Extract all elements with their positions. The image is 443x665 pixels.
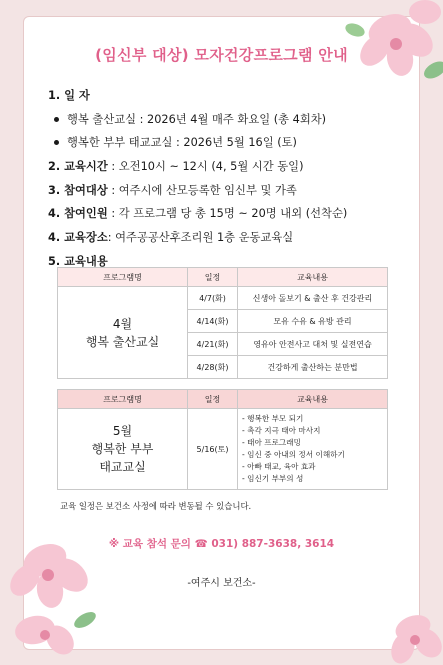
- list-item: - 태아 프로그래밍: [242, 438, 301, 447]
- list-item: - 촉각 지극 태아 마사지: [242, 426, 321, 435]
- list-item: - 임신기 부부의 성: [242, 474, 304, 483]
- session-date: 4/28(화): [188, 356, 238, 379]
- people-line: 4. 참여인원 : 각 프로그램 당 총 15명 ~ 20명 내외 (선착순): [48, 207, 348, 221]
- program-name: 5월 행복한 부부 태교교실: [58, 409, 188, 490]
- program-name: 4월 행복 출산교실: [58, 287, 188, 379]
- list-item: - 행복한 부모 되기: [242, 414, 304, 423]
- session-date: 5/16(토): [188, 409, 238, 490]
- session-date: 4/21(화): [188, 333, 238, 356]
- session-content: 건강하게 출산하는 분만법: [238, 356, 388, 379]
- place-line: 4. 교육장소: 여주공공산후조리원 1층 운동교육실: [48, 231, 294, 245]
- list-item: - 아빠 태교, 육아 효과: [242, 462, 316, 471]
- schedule-bullet-1: 행복 출산교실 : 2026년 4월 매주 화요일 (총 4회차): [48, 108, 408, 132]
- table-header: 프로그램명: [58, 390, 188, 409]
- table-header: 교육내용: [238, 268, 388, 287]
- info-section: [48, 84, 408, 274]
- session-date: 4/7(화): [188, 287, 238, 310]
- organization-name: -여주시 보건소-: [187, 578, 256, 589]
- table-header: 교육내용: [238, 390, 388, 409]
- content-heading: 5. 교육내용: [48, 254, 108, 268]
- april-program-table: [57, 267, 388, 379]
- cherry-blossom-bottom-right: [373, 598, 443, 665]
- time-line: 2. 교육시간 : 오전10시 ~ 12시 (4, 5월 시간 동일): [48, 160, 304, 174]
- session-content: 신생아 돌보기 & 출산 후 건강관리: [238, 287, 388, 310]
- schedule-note: 교육 일정은 보건소 사정에 따라 변동될 수 있습니다.: [60, 501, 252, 511]
- watermark: 원투원뉴스: [148, 607, 274, 638]
- session-date: 4/14(화): [188, 310, 238, 333]
- target-line: 3. 참여대상 : 여주시에 산모등록한 임신부 및 가족: [48, 183, 297, 197]
- session-content: 모유 수유 & 유방 관리: [238, 310, 388, 333]
- session-content: 영유아 안전사고 대처 및 실전연습: [238, 333, 388, 356]
- session-content-list: [238, 409, 388, 490]
- page-title: (임신부 대상) 모자건강프로그램 안내: [95, 46, 348, 64]
- list-item: - 임신 중 아내의 정서 이해하기: [242, 450, 345, 459]
- schedule-heading: 1. 일 자: [48, 89, 90, 102]
- table-header: 프로그램명: [58, 268, 188, 287]
- table-header: 일정: [188, 268, 238, 287]
- contact-info: ※ 교육 참석 문의 ☎ 031) 887-3638, 3614: [108, 538, 335, 550]
- table-header: 일정: [188, 390, 238, 409]
- may-program-table: [57, 389, 388, 490]
- schedule-bullet-2: 행복한 부부 태교교실 : 2026년 5월 16일 (토): [48, 131, 408, 155]
